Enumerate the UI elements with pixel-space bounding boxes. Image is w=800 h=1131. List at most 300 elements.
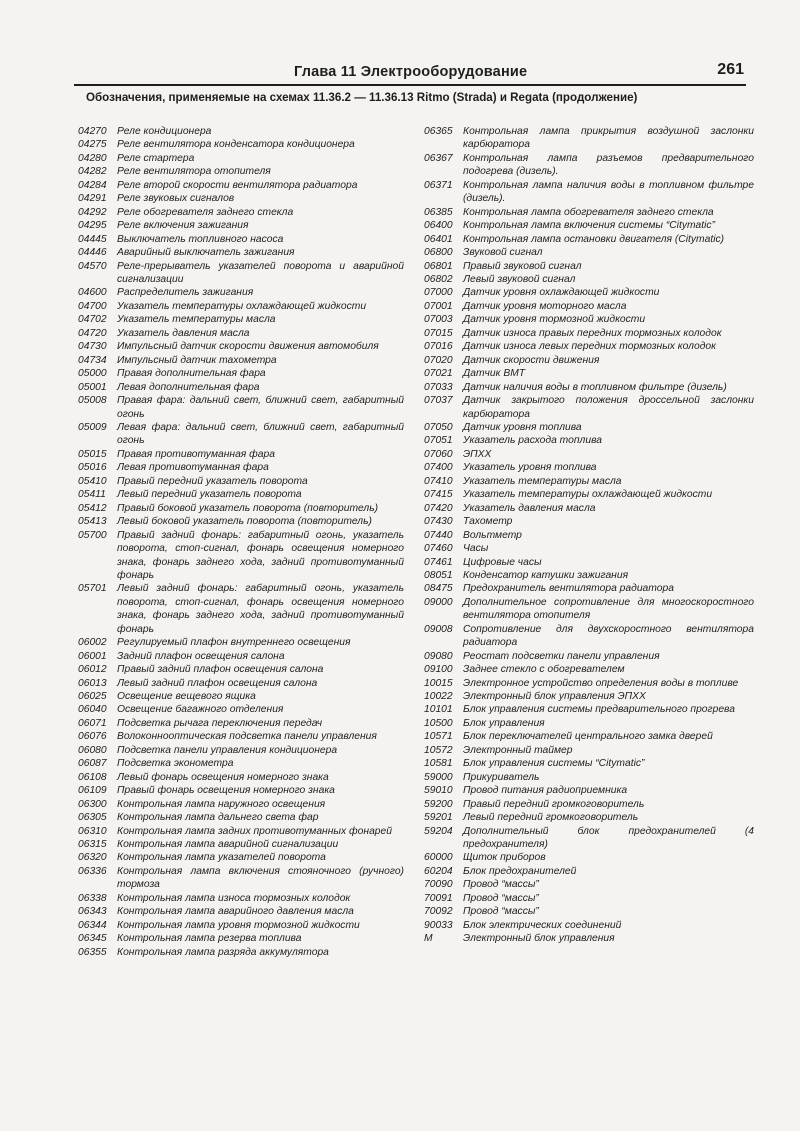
entry-description: Контрольная лампа резерва топлива <box>117 933 302 945</box>
entry-code: M <box>424 933 433 945</box>
entry-code: 05410 <box>78 475 107 487</box>
section-subtitle: Обозначения, применяемые на схемах 11.36.2 — 11.36.13 Ritmo (Strada) и Regata (продолжение) <box>86 91 638 104</box>
entry-description: Указатель температуры охлаждающей жидкости <box>117 300 367 312</box>
entry-code: 05000 <box>78 368 107 380</box>
entry-code: 59201 <box>424 812 453 824</box>
entry-code: 05412 <box>78 502 107 514</box>
entry-description: Дополнительный блок предохранителей (4 предохранителя) <box>463 825 754 851</box>
entry-code: 04730 <box>78 341 107 353</box>
entry-description: Задний плафон освещения салона <box>117 650 285 662</box>
legend-entry <box>424 919 754 932</box>
entry-code: 04292 <box>78 206 107 218</box>
legend-entry <box>78 475 404 488</box>
entry-description: Контрольная лампа разряда аккумулятора <box>117 946 329 958</box>
legend-entry <box>424 730 754 743</box>
legend-entry <box>78 717 404 730</box>
entry-description: Провод “массы” <box>463 879 539 891</box>
entry-code: 06344 <box>78 919 107 931</box>
entry-description: Электронный блок управления <box>463 933 615 945</box>
entry-code: 05411 <box>78 489 106 501</box>
entry-code: 06800 <box>424 247 453 259</box>
entry-description: Дополнительное сопротивление для многоскоростного вентилятора отопителя <box>463 596 754 622</box>
entry-description: Контрольная лампа уровня тормозной жидкости <box>117 919 360 931</box>
entry-description: Заднее стекло с обогревателем <box>463 664 625 676</box>
legend-entry <box>424 744 754 757</box>
legend-entry <box>78 192 404 205</box>
legend-entry <box>424 865 754 878</box>
entry-code: 59000 <box>424 771 453 783</box>
legend-entry <box>78 529 404 583</box>
legend-column-right <box>424 125 754 946</box>
legend-entry <box>78 636 404 649</box>
entry-description: Указатель температуры масла <box>117 314 276 326</box>
legend-entry <box>78 381 404 394</box>
entry-description: Контрольная лампа включения системы “Citymatic” <box>463 220 716 232</box>
legend-entry <box>78 502 404 515</box>
entry-description: Контрольная лампа дальнего света фар <box>117 812 319 824</box>
legend-entry <box>78 152 404 165</box>
legend-entry <box>424 851 754 864</box>
legend-entry <box>424 703 754 716</box>
legend-entry <box>424 905 754 918</box>
legend-entry <box>78 367 404 380</box>
entry-code: 06300 <box>78 798 107 810</box>
entry-description: Импульсный датчик тахометра <box>117 354 277 366</box>
entry-code: 06109 <box>78 785 107 797</box>
entry-description: Часы <box>463 543 489 555</box>
legend-entry <box>424 233 754 246</box>
entry-code: 04734 <box>78 354 107 366</box>
entry-description: Левая противотуманная фара <box>117 462 269 474</box>
entry-description: Блок управления <box>463 717 545 729</box>
entry-description: Контрольная лампа включения стояночного (ручного) тормоза <box>117 865 404 891</box>
entry-code: 90033 <box>424 919 453 931</box>
legend-entry <box>78 650 404 663</box>
entry-code: 04270 <box>78 126 107 137</box>
entry-description: Левый фонарь освещения номерного знака <box>117 771 329 783</box>
entry-description: Контрольная лампа наружного освещения <box>117 798 326 810</box>
entry-code: 06801 <box>424 260 453 272</box>
entry-description: Указатель давления масла <box>117 327 250 339</box>
entry-code: 06371 <box>424 179 453 191</box>
legend-entry <box>424 650 754 663</box>
entry-description: Контрольная лампа износа тормозных колодок <box>117 892 351 904</box>
entry-description: Провод “массы” <box>463 892 539 904</box>
entry-code: 06025 <box>78 691 107 703</box>
entry-description: Контрольная лампа указателей поворота <box>117 852 326 864</box>
legend-entry <box>424 461 754 474</box>
entry-code: 07003 <box>424 314 453 326</box>
entry-description: Сопротивление для двухскоростного вентилятора радиатора <box>463 623 754 649</box>
entry-code: 07060 <box>424 448 453 460</box>
entry-code: 10101 <box>424 704 453 716</box>
entry-code: 59010 <box>424 785 453 797</box>
entry-description: ЭПХХ <box>463 448 492 460</box>
entry-description: Указатель температуры охлаждающей жидкости <box>463 489 713 501</box>
legend-entry <box>424 152 754 179</box>
entry-description: Реле кондиционера <box>117 126 212 137</box>
legend-entry <box>78 448 404 461</box>
entry-code: 06080 <box>78 744 107 756</box>
entry-description: Левый передний указатель поворота <box>117 489 302 501</box>
legend-entry <box>78 757 404 770</box>
entry-description: Цифровые часы <box>463 556 542 568</box>
entry-code: 07051 <box>424 435 453 447</box>
entry-code: 04570 <box>78 260 107 272</box>
legend-entry <box>78 300 404 313</box>
entry-code: 07020 <box>424 354 453 366</box>
legend-entry <box>78 703 404 716</box>
legend-entry <box>424 381 754 394</box>
legend-entry <box>78 394 404 421</box>
legend-entry <box>424 690 754 703</box>
legend-entry <box>78 233 404 246</box>
legend-entry <box>424 488 754 501</box>
entry-description: Датчик уровня тормозной жидкости <box>463 314 646 326</box>
entry-code: 06012 <box>78 664 107 676</box>
entry-code: 05701 <box>78 583 107 595</box>
entry-description: Импульсный датчик скорости движения автомобиля <box>117 341 379 353</box>
entry-code: 06802 <box>424 273 453 285</box>
entry-description: Датчик наличия воды в топливном фильтре (дизель) <box>463 381 727 393</box>
entry-code: 04445 <box>78 233 107 245</box>
entry-code: 06320 <box>78 852 107 864</box>
legend-entry <box>78 663 404 676</box>
entry-description: Контрольная лампа аварийного давления масла <box>117 906 354 918</box>
entry-description: Контрольная лампа остановки двигателя (Citymatic) <box>463 233 725 245</box>
entry-code: 06002 <box>78 637 107 649</box>
entry-code: 10571 <box>424 731 453 743</box>
entry-code: 06076 <box>78 731 107 743</box>
entry-code: 06367 <box>424 152 453 164</box>
legend-entry <box>424 502 754 515</box>
legend-entry <box>78 744 404 757</box>
entry-code: 04720 <box>78 327 107 339</box>
entry-description: Предохранитель вентилятора радиатора <box>463 583 674 595</box>
entry-code: 59204 <box>424 825 453 837</box>
entry-code: 60204 <box>424 865 453 877</box>
legend-entry <box>424 300 754 313</box>
entry-description: Правый звуковой сигнал <box>463 260 582 272</box>
entry-code: 07440 <box>424 529 453 541</box>
legend-entry <box>424 663 754 676</box>
entry-code: 04282 <box>78 166 107 178</box>
entry-description: Правый задний плафон освещения салона <box>117 664 324 676</box>
entry-code: 05001 <box>78 381 107 393</box>
legend-entry <box>78 892 404 905</box>
legend-entry <box>424 798 754 811</box>
legend-entry <box>424 529 754 542</box>
entry-code: 07461 <box>424 556 453 568</box>
legend-entry <box>424 515 754 528</box>
entry-code: 70091 <box>424 892 453 904</box>
entry-code: 06087 <box>78 758 107 770</box>
entry-description: Реле обогревателя заднего стекла <box>117 206 294 218</box>
entry-description: Конденсатор катушки зажигания <box>463 569 629 581</box>
entry-description: Реле-прерыватель указателей поворота и аварийной сигнализации <box>117 260 404 285</box>
entry-code: 10500 <box>424 717 453 729</box>
entry-code: 10572 <box>424 744 453 756</box>
entry-code: 06040 <box>78 704 107 716</box>
legend-entry <box>78 313 404 326</box>
entry-code: 07400 <box>424 462 453 474</box>
legend-entry <box>78 582 404 636</box>
legend-entry <box>78 811 404 824</box>
legend-entry <box>78 851 404 864</box>
entry-description: Датчик уровня охлаждающей жидкости <box>463 287 660 299</box>
legend-entry <box>78 421 404 448</box>
entry-description: Реле вентилятора конденсатора кондиционера <box>117 139 355 151</box>
entry-code: 06355 <box>78 946 107 958</box>
legend-column-left <box>78 125 404 959</box>
entry-code: 07410 <box>424 475 453 487</box>
legend-entry <box>78 340 404 353</box>
entry-code: 06343 <box>78 906 107 918</box>
legend-entry <box>78 206 404 219</box>
legend-entry <box>78 784 404 797</box>
entry-description: Указатель уровня топлива <box>463 462 597 474</box>
entry-code: 05700 <box>78 529 107 541</box>
entry-description: Правая противотуманная фара <box>117 448 275 460</box>
legend-entry <box>78 825 404 838</box>
entry-description: Блок управления системы предварительного прогрева <box>463 704 735 716</box>
entry-description: Указатель давления масла <box>463 502 596 514</box>
entry-code: 09100 <box>424 664 453 676</box>
entry-description: Подсветка рычага переключения передач <box>117 717 323 729</box>
entry-code: 70092 <box>424 906 453 918</box>
entry-description: Распределитель зажигания <box>117 287 254 299</box>
entry-code: 60000 <box>424 852 453 864</box>
legend-entry <box>424 367 754 380</box>
legend-entry <box>78 138 404 151</box>
legend-entry <box>78 838 404 851</box>
entry-code: 06336 <box>78 865 107 877</box>
legend-entry <box>78 515 404 528</box>
entry-description: Левая дополнительная фара <box>117 381 260 393</box>
entry-code: 04275 <box>78 139 107 151</box>
entry-code: 05009 <box>78 421 107 433</box>
legend-entry <box>424 771 754 784</box>
entry-code: 07015 <box>424 327 453 339</box>
entry-description: Щиток приборов <box>463 852 546 864</box>
entry-code: 06401 <box>424 233 453 245</box>
entry-code: 07021 <box>424 368 453 380</box>
entry-code: 08475 <box>424 583 453 595</box>
legend-entry <box>424 434 754 447</box>
entry-code: 06315 <box>78 839 107 851</box>
entry-description: Датчик износа левых передних тормозных колодок <box>463 341 716 353</box>
entry-code: 06305 <box>78 812 107 824</box>
entry-code: 04291 <box>78 193 107 205</box>
entry-description: Правая дополнительная фара <box>117 368 266 380</box>
entry-description: Датчик закрытого положения дроссельной заслонки карбюратора <box>463 395 754 420</box>
legend-entry <box>424 582 754 595</box>
legend-entry <box>424 179 754 206</box>
legend-entry <box>78 771 404 784</box>
legend-entry <box>78 932 404 945</box>
entry-code: 05016 <box>78 462 107 474</box>
legend-entry <box>424 125 754 152</box>
entry-description: Контрольная лампа задних противотуманных фонарей <box>117 825 392 837</box>
entry-description: Левая фара: дальний свет, ближний свет, габаритный огонь <box>117 421 404 447</box>
legend-entry <box>424 825 754 852</box>
legend-entry <box>78 125 404 138</box>
entry-code: 10022 <box>424 691 453 703</box>
legend-entry <box>78 798 404 811</box>
legend-entry <box>424 448 754 461</box>
entry-code: 07033 <box>424 381 453 393</box>
legend-entry <box>78 488 404 501</box>
entry-code: 07430 <box>424 516 453 528</box>
entry-description: Реле вентилятора отопителя <box>117 166 271 178</box>
entry-code: 04446 <box>78 247 107 259</box>
legend-entry <box>424 394 754 421</box>
entry-description: Датчик износа правых передних тормозных колодок <box>463 327 722 339</box>
legend-entry <box>424 811 754 824</box>
entry-description: Правый задний фонарь: габаритный огонь, указатель поворота, стоп-сигнал, фонарь освещения номерного знака, фонарь заднего хода, задний противотуманный фонарь <box>117 529 404 581</box>
legend-entry <box>424 569 754 582</box>
legend-entry <box>78 946 404 959</box>
entry-code: 06400 <box>424 220 453 232</box>
entry-description: Правый передний указатель поворота <box>117 475 308 487</box>
entry-description: Датчик уровня моторного масла <box>463 300 627 312</box>
entry-description: Вольтметр <box>463 529 522 541</box>
entry-code: 06345 <box>78 933 107 945</box>
entry-description: Контрольная лампа аварийной сигнализации <box>117 839 339 851</box>
entry-code: 07037 <box>424 395 453 407</box>
entry-code: 07415 <box>424 489 453 501</box>
legend-entry <box>78 260 404 287</box>
legend-entry <box>424 206 754 219</box>
entry-description: Блок управления системы “Citymatic” <box>463 758 645 770</box>
legend-entry <box>78 865 404 892</box>
entry-code: 06365 <box>424 126 453 137</box>
legend-entry <box>78 327 404 340</box>
entry-description: Выключатель топливного насоса <box>117 233 284 245</box>
entry-code: 04702 <box>78 314 107 326</box>
entry-code: 59200 <box>424 798 453 810</box>
entry-code: 07420 <box>424 502 453 514</box>
entry-description: Левый задний плафон освещения салона <box>117 677 318 689</box>
entry-description: Указатель температуры масла <box>463 475 622 487</box>
legend-entry <box>78 677 404 690</box>
legend-entry <box>424 260 754 273</box>
entry-description: Тахометр <box>463 516 513 528</box>
legend-entry <box>424 757 754 770</box>
legend-entry <box>424 327 754 340</box>
legend-entry <box>78 179 404 192</box>
legend-entry <box>424 354 754 367</box>
entry-code: 06385 <box>424 206 453 218</box>
legend-entry <box>78 730 404 743</box>
entry-code: 09008 <box>424 623 453 635</box>
entry-code: 07460 <box>424 543 453 555</box>
legend-entry <box>424 932 754 945</box>
entry-description: Волоконнооптическая подсветка панели управления <box>117 731 377 743</box>
entry-code: 06013 <box>78 677 107 689</box>
entry-description: Датчик скорости движения <box>463 354 600 366</box>
entry-code: 04600 <box>78 287 107 299</box>
entry-description: Блок переключателей центрального замка дверей <box>463 731 713 743</box>
entry-description: Правый фонарь освещения номерного знака <box>117 785 335 797</box>
entry-description: Освещение багажного отделения <box>117 704 284 716</box>
entry-description: Левый передний громкоговоритель <box>463 812 639 824</box>
entry-description: Левый задний фонарь: габаритный огонь, указатель поворота, стоп-сигнал, фонарь освещения номерного знака, фонарь заднего хода, задний противотуманный фонарь <box>117 583 404 635</box>
entry-code: 05008 <box>78 395 107 407</box>
entry-code: 70090 <box>424 879 453 891</box>
entry-code: 06071 <box>78 717 107 729</box>
entry-description: Реле включения зажигания <box>117 220 249 232</box>
entry-description: Контрольная лампа разъемов предварительного подогрева (дизель). <box>463 152 754 178</box>
legend-entry <box>78 919 404 932</box>
legend-entry <box>424 556 754 569</box>
entry-code: 07000 <box>424 287 453 299</box>
entry-description: Освещение вещевого ящика <box>117 691 256 703</box>
entry-description: Прикуриватель <box>463 771 540 783</box>
entry-description: Правый передний громкоговоритель <box>463 798 645 810</box>
entry-description: Реле звуковых сигналов <box>117 193 235 205</box>
legend-entry <box>424 784 754 797</box>
entry-code: 06001 <box>78 650 107 662</box>
legend-entry <box>78 461 404 474</box>
entry-description: Левый боковой указатель поворота (повторитель) <box>117 516 372 528</box>
entry-code: 06108 <box>78 771 107 783</box>
entry-code: 07016 <box>424 341 453 353</box>
entry-description: Блок предохранителей <box>463 865 577 877</box>
entry-description: Подсветка эконометра <box>117 758 234 770</box>
legend-entry <box>424 677 754 690</box>
entry-description: Правый боковой указатель поворота (повторитель) <box>117 502 379 514</box>
legend-entry <box>424 623 754 650</box>
entry-code: 04284 <box>78 179 107 191</box>
entry-description: Электронный блок управления ЭПХХ <box>463 691 646 703</box>
page-header <box>74 60 746 86</box>
legend-entry <box>78 690 404 703</box>
entry-description: Провод питания радиоприемника <box>463 785 628 797</box>
entry-description: Контрольная лампа наличия воды в топливном фильтре (дизель). <box>463 179 754 205</box>
entry-code: 04280 <box>78 152 107 164</box>
legend-entry <box>78 246 404 259</box>
legend-entry <box>424 542 754 555</box>
entry-description: Блок электрических соединений <box>463 919 622 931</box>
entry-description: Контрольная лампа обогревателя заднего стекла <box>463 206 714 218</box>
entry-description: Электронное устройство определения воды в топливе <box>463 677 739 689</box>
legend-entry <box>424 421 754 434</box>
legend-entry <box>424 246 754 259</box>
entry-description: Контрольная лампа прикрытия воздушной заслонки карбюратора <box>463 126 754 151</box>
entry-description: Подсветка панели управления кондиционера <box>117 744 338 756</box>
entry-description: Реостат подсветки панели управления <box>463 650 660 662</box>
entry-code: 05413 <box>78 516 107 528</box>
entry-description: Левый звуковой сигнал <box>463 273 576 285</box>
entry-code: 09080 <box>424 650 453 662</box>
entry-code: 08051 <box>424 569 453 581</box>
legend-entry <box>424 717 754 730</box>
entry-description: Звуковой сигнал <box>463 247 543 259</box>
page-number: 261 <box>717 61 744 78</box>
entry-code: 05015 <box>78 448 107 460</box>
legend-entry <box>78 219 404 232</box>
entry-description: Аварийный выключатель зажигания <box>117 247 295 259</box>
legend-entry <box>78 354 404 367</box>
legend-entry <box>78 286 404 299</box>
entry-description: Датчик ВМТ <box>463 368 526 380</box>
legend-entry <box>78 905 404 918</box>
entry-code: 06310 <box>78 825 107 837</box>
legend-entry <box>424 313 754 326</box>
legend-entry <box>424 219 754 232</box>
legend-entry <box>424 892 754 905</box>
